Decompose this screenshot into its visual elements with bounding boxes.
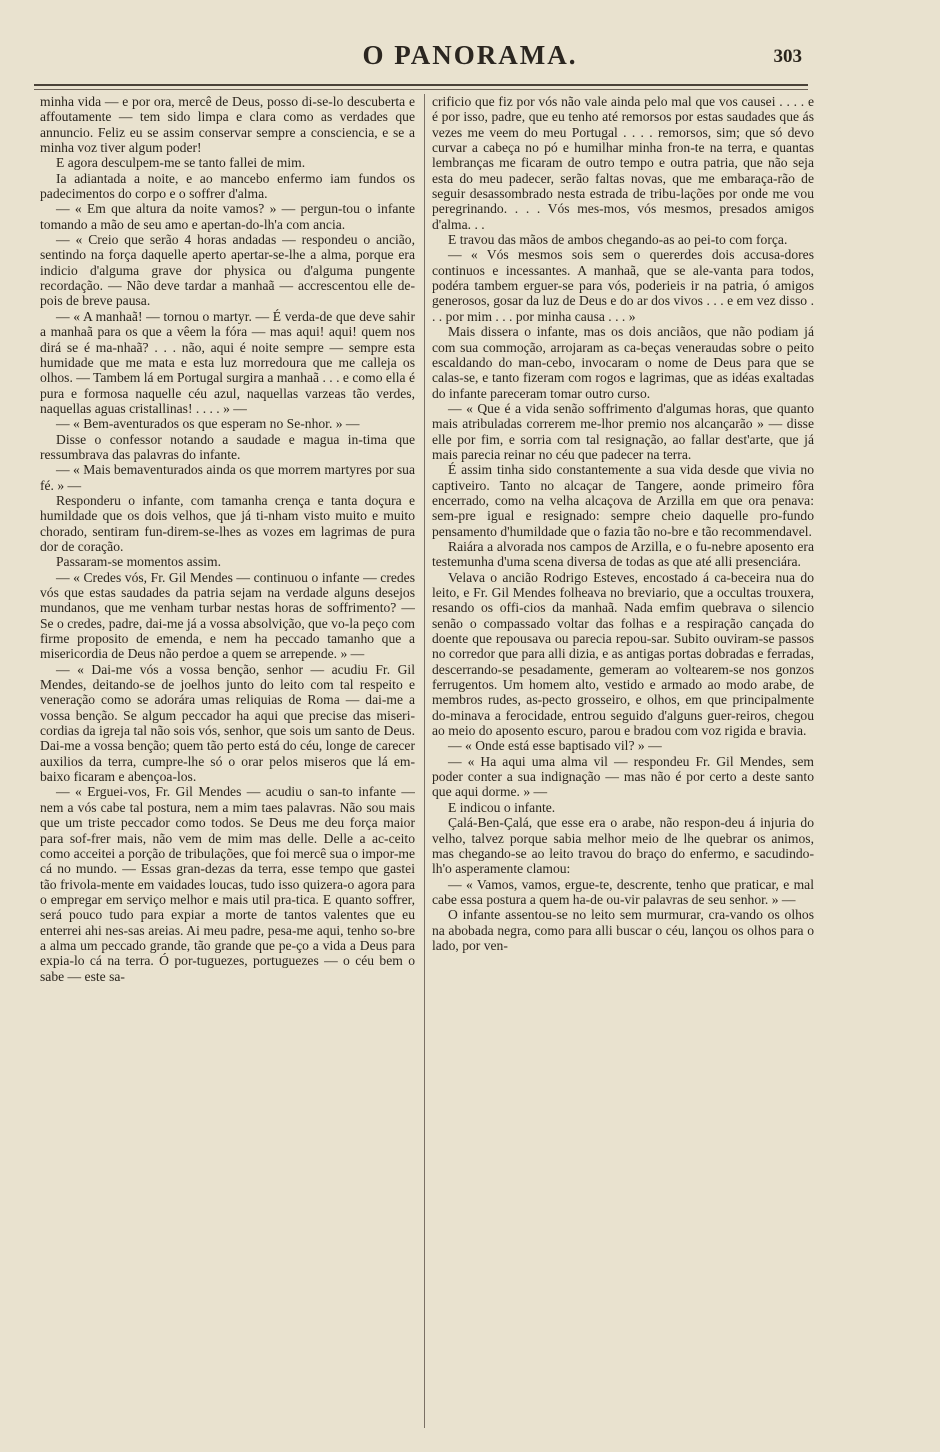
paragraph: — « Erguei-vos, Fr. Gil Mendes — acudiu o san-to infante — nem a vós cabe tal postura, nem a mim taes palavras. Não sou mais que um triste peccador como todos. Se Deus me deu força maior para sof-frer mais, não vem de mim mas delle. Delle a ac-ceito como acceitei a porção de tribulações, que foi mercê sua o impor-me cá no mundo. — Essas gran-dezas da terra, esse tempo que gastei tão frivola-mente em vaidades loucas, tudo isso quizera-o agora para o empregar em serviço melhor e mais util pra-tica. E quanto soffrer, será pouco tudo para expiar a morte de tantos valentes que eu enterrei ahi nes-sas areias. Ai meu padre, pesa-me aqui, tenho so-bre a alma um peccado grande, tão grande que pe-ço a vida a Deus para expia-lo cá na terra. Ó por-tuguezes, portuguezes — o céu bem o sabe — este sa- bbox=[40, 784, 415, 984]
right-column bbox=[432, 94, 814, 1430]
paragraph: — « Onde está esse baptisado vil? » — bbox=[448, 738, 662, 754]
paragraph: — « Que é a vida senão soffrimento d'algumas horas, que quanto mais atribuladas correrem me-lhor premio nos alcançarão » — disse elle por fim, e sorria com tal resignação, ao fallar dest'arte, que já mais parecia reinar no céu que padecer na terra. bbox=[432, 400, 814, 462]
column-divider bbox=[424, 94, 425, 1428]
paragraph: — « Mais bemaventurados ainda os que morrem martyres por sua fé. » — bbox=[40, 462, 415, 493]
paragraph: crificio que fiz por vós não vale ainda pelo mal que vos causei . . . . e é por isso, padre, que eu tenho até remorsos por estas saudades que ás vezes me veem do meu Portugal . . . . remorsos, sim; que só devo curvar a cabeça no pó e humilhar minha fron-te na terra, e quantas lembranças me ficaram de outro tempo e outra patria, que não seja esta do meu padecer, serão faltas novas, que me embaraça-rão de seguir desassombrado nesta estrada de tribu-lações por onde me vou peregrinando. . . . Vós mes-mos, vós mesmos, presados amigos d'alma. . . bbox=[432, 94, 814, 232]
paragraph: Passaram-se momentos assim. bbox=[56, 554, 221, 570]
paragraph: — « Em que altura da noite vamos? » — pergun-tou o infante tomando a mão de seu amo e apertan-do-lh'a com ancia. bbox=[40, 201, 415, 232]
paragraph: — « Dai-me vós a vossa benção, senhor — acudiu Fr. Gil Mendes, deitando-se de joelhos junto do leito com tal respeito e veneração como se adorára umas reliquias de Roma — dai-me a vossa benção. Se algum peccador ha aqui que precise das miseri-cordias da igreja tal não sois vós, senhor, que sois um santo de Deus. Dai-me a vossa benção; quem tão perto está do céu, longe de carecer auxilios da terra, cumpre-lhe só o orar pelos miseros que lá em-baixo ficaram e abençoa-los. bbox=[40, 661, 415, 785]
page-header bbox=[0, 40, 940, 80]
journal-title: O PANORAMA. bbox=[362, 40, 578, 70]
paragraph: — « A manhaã! — tornou o martyr. — É verda-de que deve sahir a manhaã para os que a vêem la fóra — mas aqui! aqui! quem nos dirá se é ma-nhaã? . . . não, aqui é noite sempre — sempre esta humidade que me mata e esta luz morredoura que me calleja os olhos. — Tambem lá em Portugal surgira a manhaã . . . e como ella é pura e formosa naquelle céu azul, naquellas varzeas tão verdes, naquellas aguas cristallinas! . . . . » — bbox=[40, 308, 415, 416]
paragraph: — « Ha aqui uma alma vil — respondeu Fr. Gil Mendes, sem poder conter a sua indignação — mas não é por certo a deste santo que aqui dorme. » — bbox=[432, 753, 814, 800]
paragraph: Disse o confessor notando a saudade e magua in-tima que ressumbrava das palavras do infante. bbox=[40, 431, 415, 462]
paragraph: — « Vós mesmos sois sem o quererdes dois accusa-dores continuos e incessantes. A manhaã, que se ale-vanta para todos, podéra tambem erguer-se para vós, poderieis ir na patria, ó amigos generosos, gosar da luz de Deus e do ar dos vivos . . . e em vez disso . . . por mim . . . por minha causa . . . » bbox=[432, 247, 814, 324]
paragraph: Responderu o infante, com tamanha crença e tanta doçura e humildade que os dois velhos, que já ti-nham visto muito e muito chorado, sentiram fun-direm-se-lhes as vozes em lagrimas de pura dor de coração. bbox=[40, 492, 415, 554]
paragraph: E agora desculpem-me se tanto fallei de mim. bbox=[56, 155, 306, 171]
header-rule bbox=[34, 84, 808, 86]
page-number: 303 bbox=[773, 46, 802, 67]
paragraph: Ia adiantada a noite, e ao mancebo enfermo iam fundos os padecimentos do corpo e o soffrer d'alma. bbox=[40, 170, 415, 202]
paragraph: — « Creio que serão 4 horas andadas — respondeu o ancião, sentindo na força daquelle aperto apertar-se-lhe a alma, porque era indicio d'alguma grave dor physica ou d'alguma pungente recordação. — Não deve tardar a manhaã — accrescentou elle de-pois de breve pausa. bbox=[40, 232, 415, 309]
paragraph: Çalá-Ben-Çalá, que esse era o arabe, não respon-deu á injuria do velho, talvez porque sabia melhor meio de lhe quebrar os animos, mas chegando-se ao leito travou do braço do enfermo, e sacudindo-lh'o asperamente clamou: bbox=[432, 815, 814, 877]
paragraph: Raiára a alvorada nos campos de Arzilla, e o fu-nebre aposento era testemunha d'uma scena diversa de todas as que até alli presenciára. bbox=[432, 538, 814, 570]
paragraph: E indicou o infante. bbox=[448, 799, 556, 815]
paragraph: É assim tinha sido constantemente a sua vida desde que vivia no captiveiro. Tanto no alcaçar de Tangere, aonde primeiro fôra encerrado, como na velha alcaçova de Arzilla em que ora penava: sem-pre igual e resignado: sempre cheio daquelle pro-fundo pensamento d'humildade que o fazia tão no-bre e tão recommendavel. bbox=[432, 462, 814, 539]
paragraph: — « Vamos, vamos, ergue-te, descrente, tenho que praticar, e mal cabe essa postura a quem ha-de ou-vir palavras de seu senhor. » — bbox=[432, 876, 814, 907]
left-column bbox=[40, 94, 415, 1430]
paragraph: E travou das mãos de ambos chegando-as ao pei-to com força. bbox=[448, 232, 788, 248]
paragraph: Mais dissera o infante, mas os dois anciãos, que não podiam já com sua commoção, arrojaram as ca-beças veneraudas sobre o peito escaldando do man-cebo, invocaram o nome de Deus para que se calas-se, e tanto fizeram com rogos e lagrimas, que as idéas exaltadas do infante pareceram tomar outro curso. bbox=[432, 324, 814, 401]
paragraph: minha vida — e por ora, mercê de Deus, posso di-se-lo descuberta e affoutamente — tem sido limpa e clara como as verdades que annuncio. Feliz eu se assim conservar sempre a consciencia, e se a minha voz tiver algum poder! bbox=[40, 94, 415, 156]
header-rule-thin bbox=[34, 89, 808, 90]
paragraph: O infante assentou-se no leito sem murmurar, cra-vando os olhos na abobada negra, como para alli buscar o céu, lançou os olhos para o lado, por ven- bbox=[432, 907, 814, 953]
paragraph: — « Bem-aventurados os que esperam no Se-nhor. » — bbox=[56, 416, 360, 432]
paragraph: — « Credes vós, Fr. Gil Mendes — continuou o infante — credes vós que estas saudades da patria sejam na verdade alguns desejos mundanos, que me venham turbar nestas horas de soffrimento? — Se o credes, padre, dai-me já a vossa absolvição, que vo-la peço com firme proposito de emenda, e nem ha peccado tamanho que a misericordia de Deus não perdoe a quem se arrepende. » — bbox=[40, 569, 415, 662]
paragraph: Velava o ancião Rodrigo Esteves, encostado á ca-beceira nua do leito, e Fr. Gil Mendes folheava no breviario, que a occultas trouxera, resando os offi-cios da manhaã. Nada emfim quebrava o silencio senão o compassado voltar das folhas e a respiração cançada do doente que repousava ou parecia repou-sar. Subito ouviram-se passos no corredor que para alli dizia, e as antigas portas dobradas e ferradas, descerrando-se pesadamente, gemeram ao voltearem-se nos gonzos ferrugentos. Um homem alto, vestido e armado ao modo arabe, de membros rudes, as-pecto grosseiro, e olhos, em que principalmente do-minava a ferocidade, entrou seguido d'alguns guer-reiros, chegou ao meio do aposento escuro, parou e bradou com voz rigida e bravia. bbox=[432, 569, 814, 739]
